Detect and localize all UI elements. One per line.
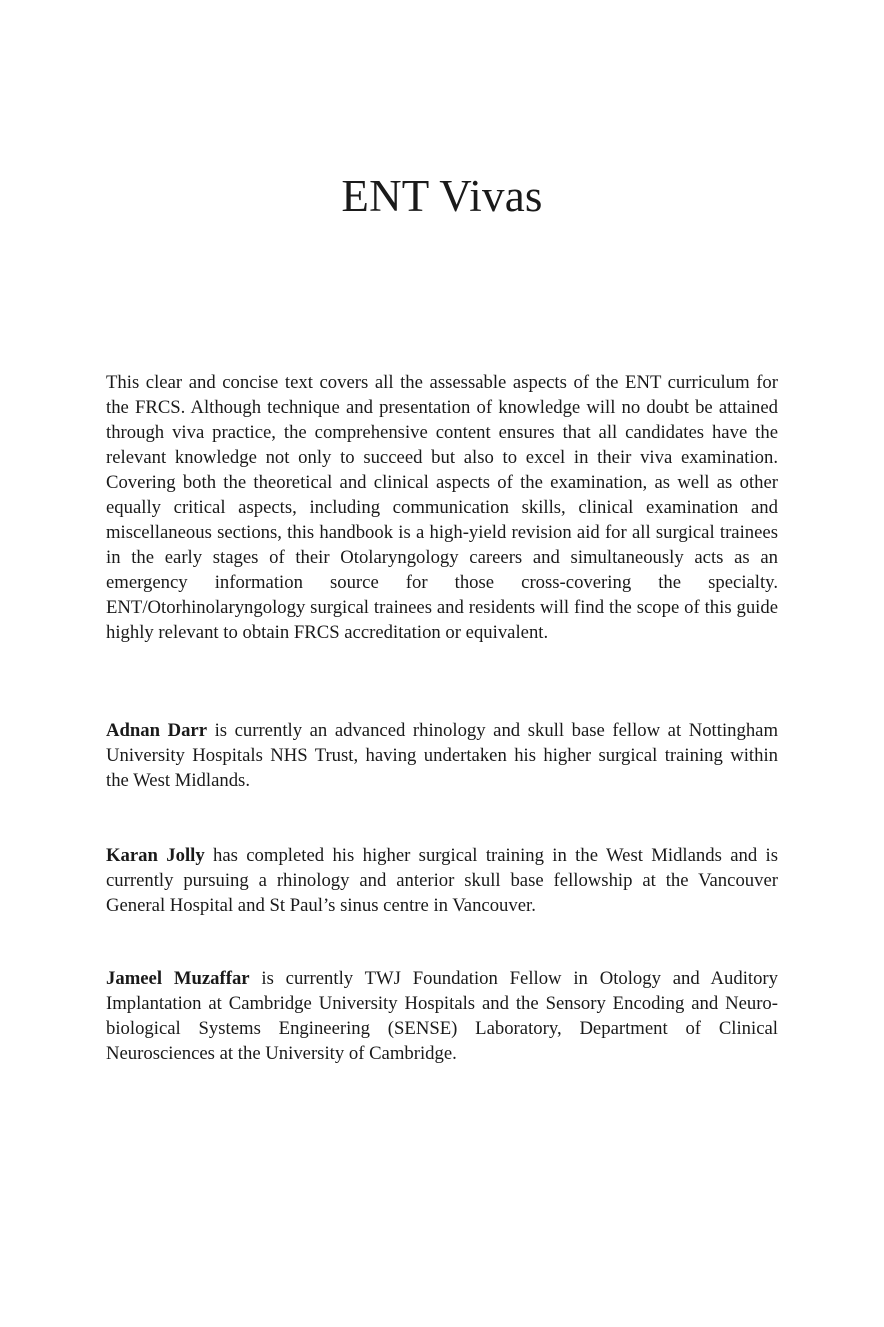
author-name: Karan Jolly [106,845,205,866]
author-bio [106,843,778,918]
book-description: This clear and concise text covers all the assessable aspects of the ENT curriculum for the FRCS. Although technique and presentation of knowledge will no doubt be attained through viva practice, the comprehensive content ensures that all candidates have the relevant knowledge not only to succeed but also to excel in their viva examination. Covering both the theoretical and clinical aspects of the examination, as well as other equally critical aspects, including communication skills, clinical examination and miscellaneous sections, this handbook is a high-yield revision aid for all surgical trainees in the early stages of their Otolaryngology careers and simultaneously acts as an emergency information source for those cross-covering the specialty. ENT/Otorhinolaryngology surgical trainees and residents will find the scope of this guide highly relevant to obtain FRCS accreditation or equivalent. [106,372,778,643]
author-name: Adnan Darr [106,720,208,741]
book-title: ENT Vivas [341,171,543,221]
author-name: Jameel Muzaffar [106,968,250,989]
author-bio-text: has completed his higher surgical training in the West Midlands and is currently pursuing a rhinology and anterior skull base fellowship at the Vancouver General Hospital and St Paul’s sinus centre in Vancouver. [106,845,778,916]
author-bio-text: is currently an advanced rhinology and skull base fellow at Nottingham University Hospitals NHS Trust, having undertaken his higher surgical training within the West Midlands. [106,720,778,791]
author-bio [106,718,778,793]
author-bio [106,966,778,1066]
author-bio-text: is currently TWJ Foundation Fellow in Otology and Auditory Implantation at Cambridge University Hospitals and the Sensory Encoding and Neuro-biological Systems Engineering (SENSE) Laboratory, Department of Clinical Neurosciences at the University of Cambridge. [106,968,778,1064]
